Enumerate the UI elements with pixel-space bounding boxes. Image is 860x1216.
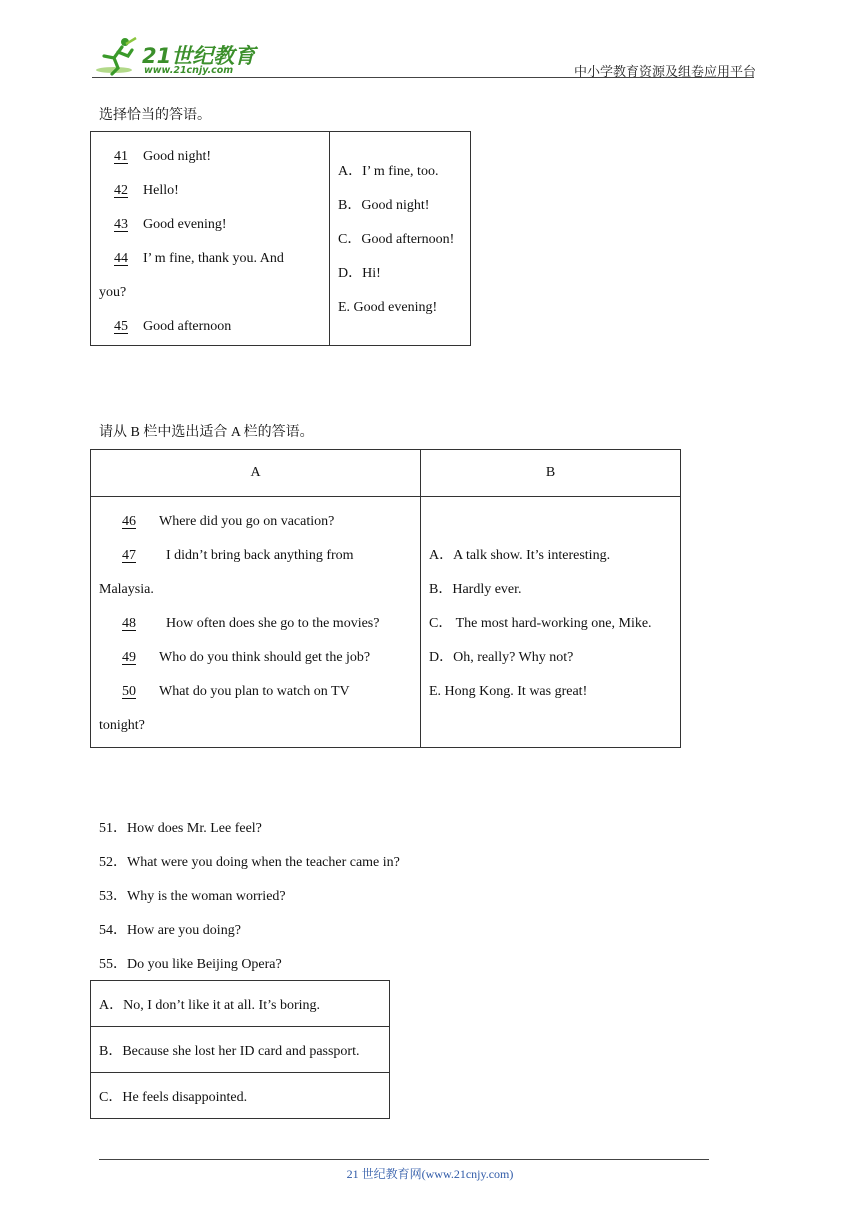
answer-blank[interactable]: 45: [114, 319, 128, 334]
section1-questions: [91, 132, 330, 346]
column-header-a: A: [91, 450, 421, 497]
question-text: Malaysia.: [99, 582, 154, 597]
question-item: 51．How does Mr. Lee feel?: [99, 821, 262, 836]
answer-blank[interactable]: 47: [122, 548, 136, 563]
option-item: A．No, I don’t like it at all. It’s boring.: [91, 981, 390, 1027]
answer-blank[interactable]: 41: [114, 149, 128, 164]
question-line-continued: [99, 573, 412, 607]
question-text: Who do you think should get the job?: [159, 650, 371, 665]
option-item: C． The most hard-working one, Mike.: [429, 616, 652, 631]
question-line-continued: [99, 276, 321, 310]
site-logo: [92, 34, 262, 80]
question-text: How often does she go to the movies?: [159, 616, 380, 631]
question-text: Good evening!: [143, 217, 227, 232]
option-item: C．He feels disappointed.: [91, 1073, 390, 1119]
option-item: A．A talk show. It’s interesting.: [429, 548, 611, 563]
question-line: [99, 140, 321, 174]
answer-blank[interactable]: 44: [114, 251, 128, 266]
question-item: 53．Why is the woman worried?: [99, 889, 286, 904]
option-item: B．Good night!: [338, 198, 430, 213]
question-text: I’ m fine, thank you. And: [143, 251, 284, 266]
option-item: D．Oh, really? Why not?: [429, 650, 574, 665]
option-item: E. Good evening!: [338, 300, 438, 315]
question-line: [99, 242, 321, 276]
question-line: [99, 310, 321, 344]
question-line: [99, 174, 321, 208]
question-text: What do you plan to watch on TV: [159, 684, 350, 699]
answer-blank[interactable]: 43: [114, 217, 128, 232]
question-text: Good afternoon: [143, 319, 232, 334]
question-text: Good night!: [143, 149, 212, 164]
answer-blank[interactable]: 46: [122, 514, 136, 529]
header-divider: [92, 77, 754, 78]
question-item: 55．Do you like Beijing Opera?: [99, 957, 282, 972]
option-item: A．I’ m fine, too.: [338, 164, 439, 179]
section3-options-table: [90, 980, 390, 1119]
option-item: E. Hong Kong. It was great!: [429, 684, 588, 699]
question-line: [99, 675, 412, 709]
question-item: 52．What were you doing when the teacher came in?: [99, 855, 400, 870]
answer-blank[interactable]: 49: [122, 650, 136, 665]
section3-questions: [99, 812, 400, 982]
column-header-b: B: [421, 450, 681, 497]
question-text: Where did you go on vacation?: [159, 514, 335, 529]
section1-options: [330, 132, 471, 346]
logo-url: www.21cnjy.com: [144, 65, 234, 76]
answer-blank[interactable]: 48: [122, 616, 136, 631]
question-line: [99, 539, 412, 573]
logo-text: 21世纪教育: [142, 44, 256, 68]
option-item: D．Hi!: [338, 266, 381, 281]
section2-table: [90, 449, 681, 748]
answer-blank[interactable]: 50: [122, 684, 136, 699]
question-line-continued: [99, 709, 412, 743]
footer-text[interactable]: 21 世纪教育网(www.21cnjy.com): [346, 1167, 514, 1181]
question-text: tonight?: [99, 718, 145, 733]
question-text: you?: [99, 285, 127, 300]
question-text: I didn’t bring back anything from: [159, 548, 354, 563]
footer-divider: [99, 1159, 709, 1160]
option-item: C．Good afternoon!: [338, 232, 455, 247]
section2-instruction: 请从 B 栏中选出适合 A 栏的答语。: [99, 425, 314, 440]
section1-instruction: 选择恰当的答语。: [99, 108, 211, 123]
question-line: [99, 208, 321, 242]
question-line: [99, 641, 412, 675]
question-text: Hello!: [143, 183, 179, 198]
question-line: [99, 505, 412, 539]
section2-questions: [91, 497, 421, 748]
answer-blank[interactable]: 42: [114, 183, 128, 198]
section2-options: [421, 497, 681, 748]
platform-title: 中小学教育资源及组卷应用平台: [573, 64, 756, 79]
option-item: B．Hardly ever.: [429, 582, 522, 597]
question-line: [99, 607, 412, 641]
option-item: B．Because she lost her ID card and passport.: [91, 1027, 390, 1073]
section1-table: [90, 131, 471, 346]
question-item: 54．How are you doing?: [99, 923, 241, 938]
